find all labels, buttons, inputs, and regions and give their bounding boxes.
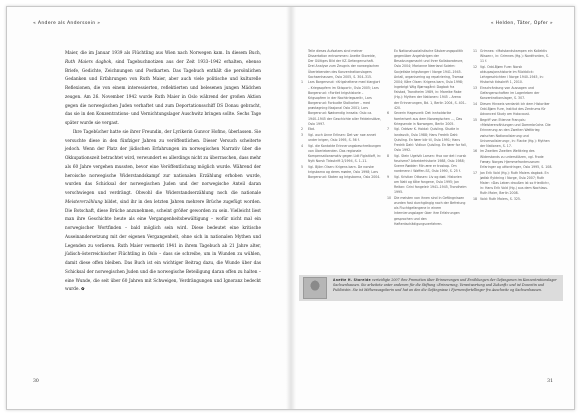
author-bio-description: verteidigte 2007 ihre Promotion über Erinnerungen und Erzählungen der Gefangenen im Konzentrationslager Sachsenhausen. Sie arbeitete unter anderem für die Stiftung «Erinnerung, Verantwortung und Zukunft» und ist Dozentin und Publizistin. Sie ist Mitherausgeberin und hat an den die Gefängnisse i Fjernensfortellinger fra Auschwitz og Sachsenhausen.	[333, 278, 557, 293]
endnote-number: 4	[301, 143, 304, 148]
endnote	[473, 118, 553, 149]
endnote-text: Grimnes: «Motstandskampen ein Kollektiv Wissen», in: Grimnes (Hg.): Nordfronten, S. 11 f.	[480, 49, 549, 64]
endnote-text: Ex Nationalsozialistische Säuberungspolitik gegenüber Angehörigen der Besatzungsmacht und ihrer Kollaborateure, Oslo 2004; Marianne Neerland Soleim: Sovjetiske krigsfanger i Norge 1941–1945. Antall, organisering og repatriering, Tromsø 2004; Kåre Olsen: Krigens barn, Oslo 1998; Ingebrigt Wiig Bjørnsgård: Dagbok fra Falstad, Trondheim 1989, in: Mareike Rake (Hg.): Mythen der Nationen: 1945 – Arena der Erinnerungen, Bd. 1, Berlin 2004, S. 401–420.	[394, 49, 467, 110]
endnote-number: 5	[301, 164, 304, 169]
right-page	[291, 7, 575, 409]
running-head-left: « Andere als Anderssein »	[33, 21, 101, 26]
main-body-text	[65, 49, 261, 294]
endnote	[473, 86, 553, 101]
endnote-text: Vgl. Odd-Bjørn Fure: Norsk okkupasjonshistorie im Rückblick: Lehrgeschichten i Norge 1940–1945, in: Historisk tidsskrift 1, 2010.	[480, 64, 544, 85]
endnote-text: Vgl. die Kontakte Erinnerungsbeschreibungen von Überlebenden. Das regionale Kompensationsmotiv gegen Lidt Figlaitloff, in: Nytt Norsk Tidsskrift 2/1994, S. 1–11.	[308, 143, 381, 164]
endnotes	[301, 49, 553, 279]
body-paragraph	[65, 49, 261, 128]
italic-title: Ruth Maiers dagbok	[65, 58, 112, 64]
endnote	[473, 171, 553, 197]
endnote	[473, 65, 553, 86]
endnotes-column-3	[473, 49, 553, 203]
endnote	[301, 133, 381, 143]
endnote-text: Lars Borgersrud: «Krigsheltene med klargjort – Kriegsopfern im Skisport», Oslo 2005; Lars Borgersrud: «Fortiet krigshistorie – Krigsopfern in der Nachkriegszeit», Lars Borgersrud: Forbudte Stolkarker – med prøvtagning Nasjonal Oslo 2001; Lars Borgersrud: Nødvendig innsats: Oslo ca. 1940–1945 der Geschichte aller Feldeinsätze, Oslo 1997.	[308, 80, 381, 126]
endnote	[473, 149, 553, 170]
endnote-text: Vgl. Björn Olsen: Krigens barn. De norske krigsbarna og deres mødre, Oslo 1998; Lars Borgersrud: Staten og krigsbarna, Oslo 2004.	[308, 164, 381, 180]
endnote	[301, 80, 381, 126]
author-bio-text	[333, 278, 558, 293]
text-run: In diesem Buch,	[223, 50, 261, 55]
endnote-text: Vgl. Oddvar K. Hoidal: Quisling. Studie in landssvik, Oslo 1988; Hans Fredrik Dahl: Quisling. En fører blir til, Oslo 1991; Hans Fredrik Dahl: Vidkun Quisling. En fører for fall, Oslo 1992.	[394, 127, 467, 152]
endnote-text: Jan Erik Vold (Hg.): Ruth Maiers dagbok. En jødisk flyktning i Norge, Oslo 2007; Ruth Maier: «Das Leben draußen ist so friedlich», in: Hans Erik Vold (Hg.) aus dem Nachlass. Ruth Maier, Berlin 2008.	[480, 170, 551, 196]
text-run: bildet, sind ihr in den letzten Jahren mehrere Brüche zugefügt worden. Die Botschaft, diese Brüche anzunehmen, scheint größer geworden zu sein. Vielleicht liest man ihre Geschichte heute als eine Vergangenheitsbewältigung – wofür nicht mal ein norwegischer Wortfinden – bald möglich sein wird. Diese bedeutet eine kritische Auseinandersetzung mit der eigenen Vergangenheit, ohne sich in nationalen Mythen und Legenden zu verlieren. Ruth Maier vermerkt 1941 in ihrem Tagebuch ab 21 Jahre alter, jüdisch-österreichischer Flüchtling in Oslo – dass sie schreibe, um in Wunden zu wühlen, damit diese offen bleiben. Das Buch ist ein wichtiger Beitrag dazu, die Wunde über das Schicksal der norwegischen Juden und die norwegische Beteiligung daran offen zu halten – eine Wunde, die seit über 60 Jahren mit Schweigen, Verdrängungen und Ignoranz bedeckt wurde.	[65, 198, 261, 292]
endnote-number: 18	[473, 196, 478, 201]
endnote	[387, 49, 467, 111]
endnotes-column-2	[387, 49, 467, 227]
author-bio-box	[299, 275, 563, 301]
endnote-number: 12	[473, 64, 478, 69]
endnote	[301, 144, 381, 165]
endnote-text: Severin Hagesveit: Det innholdsrike foerlerisert aus dem Norwegischen …, Das Kriegsende in Norwegen, Berlin 2005.	[394, 111, 463, 126]
text-run: Ihre Tagebücher hatte sie ihrer Freundin, der Lyrikerin Gunvor Hofmo, überlassen. Sie versuchte diese in den fünfziger Jahren zu veröffentlichen. Dieser Versuch scheiterte jedoch. Wenn der Platz der jüdischen Erfahrungen im norwegischen Narrativ über die Okkupationszeit betrachtet wird, verwundert es allerdings nicht zu überraschen, dass mehr als 60 Jahre vergehen mussten, bevor eine Veröffentlichung möglich wurde. Während der heroische norwegische Widerstandskampf zur nationalen Erzählung erhoben wurde, wurden das Schicksal der norwegischen Juden und der norwegische Anteil daran verschwiegen und verdrängt. Obwohl die Widerstandserzählung noch die nationale	[65, 128, 261, 195]
endnote-number: 3	[301, 133, 304, 137]
page-number-left: 30	[33, 379, 39, 384]
endnote	[387, 175, 467, 196]
endnote-text: Einschränkung von Aussagen und Gefangenschaften im Lagerleben der Konzentrationslager, S. 307.	[480, 86, 540, 101]
endnote-text: Vgl. auch Anne Eriksen: Det var noe annet under krigen, Oslo 1995, S. 56 f.	[308, 133, 376, 143]
endnote	[473, 102, 553, 117]
body-paragraph	[65, 128, 261, 294]
endnote-number: 15	[473, 118, 478, 123]
endnote	[387, 127, 467, 153]
book-spread	[6, 6, 575, 410]
author-photo	[303, 277, 327, 299]
endnote-number: 16	[473, 149, 478, 154]
endnote-number: 8	[387, 153, 390, 158]
endnote-number: 6	[387, 111, 390, 116]
endnotes-column-1	[301, 49, 381, 181]
endnote-number: 7	[387, 127, 390, 132]
endnote-number: 2	[301, 127, 304, 132]
endnote	[301, 165, 381, 180]
endnote	[387, 154, 467, 175]
text-run: , sind Tagebuchnotizen aus der Zeit 1933–1942 erhalten, ebenso Briefe, Gedichte, Zeichnungen und Postkarten. Das Tagebuch enthält die persönlichen Gedanken und Erfahrungen von Ruth Maier, aber auch viele politische und kulturelle Reflexionen, die von einem interessierten, reflektierten und belesenen jungen Mädchen zeugen. Am 26. November 1942 wurde Ruth Maier in Oslo während der großen Aktion gegen die norwegischen Juden verhaftet und zum Deportationsschiff DS Donau gebracht, das sie in den Konzentrations- und Vernichtungslager Auschwitz bringen sollte. Sechs Tage später wurde sie vergast.	[65, 58, 261, 125]
author-name: Anette H. Storeide	[333, 278, 371, 282]
endnote-text: Vold: Ruth Maiers, S. 325.	[480, 196, 521, 201]
running-head-right: « Helden, Täter, Opfer »	[490, 21, 553, 26]
endnote	[473, 197, 553, 202]
endnote	[473, 49, 553, 64]
endnote	[301, 127, 381, 132]
end-ornament: ✿	[81, 286, 85, 292]
endnote-text: Die meisten von ihnen sind in Gefängnissen wurden fast durchgängig nach der Befreiung als Fluchtgefangene in einem Internierungslager über ihre Erfahrungen gesprochen und den Haftentschädigungsverfahren.	[394, 195, 466, 226]
endnote-number: 13	[473, 86, 478, 91]
text-run: Maier, die im Januar 1939 als Flüchtling aus Wien nach Norwegen kam.	[65, 50, 224, 55]
endnote-text: Im Zweiten Zweiten Weltkrieg des Widerstands zu unterstützen, vgl. Frode Færøy: Norges Hjemmefrontmuseum: Erfaringer og utfordringer, Oslo 1995, S. 108.	[480, 149, 553, 169]
endnote-number: 11	[473, 49, 478, 53]
endnote-text: Teile dieses Aufsatzes sind meiner Dissertation entnommen: Anette Storeide, Der Gültiges Bild der KZ-Gefangenschaft. Drei Analyse zum Zeugnis der norwegischen Überlebenden des Konzentrationslagers Sachsenhausen, Oslo 2005, S. 304–315.	[308, 49, 380, 79]
endnote-text: Vgl. Kristian Ottosen: Liv og død. Historien om Natt og tåke fangene, Oslo 1995; Jon Reitan: Grini fangeleir 1941–1945, Trondheim 1995.	[394, 174, 467, 195]
endnote-text: Diesen Hinweis verdankt ich dem Historiker Odd-Bjørn Fure, Institut des Zentrums für Advanced Study am Holocaust.	[480, 102, 550, 117]
italic-title: Meistererzählung	[65, 198, 103, 204]
page-number-right: 31	[547, 379, 553, 384]
left-page	[7, 7, 291, 409]
endnote-number: 9	[387, 174, 390, 179]
endnote-text: Vgl. Stein Ugelvik Larsen: Hva var det i norsk fascisme? Arbeiderhistorie 1988, Oslo 1988; Sverre Rødder: Min ære er troskap. Om nordmenn i Waffen-SS, Oslo 1990, S. 25 f.	[394, 153, 467, 174]
endnote-number: 17	[473, 170, 478, 175]
endnote-text: Ebd.	[308, 127, 316, 132]
endnote	[387, 196, 467, 227]
endnote-text: Begriff von Etienne François: «Meistererzählungen und Dammbrüche. Die Erinnerung an den Zweiten Weltkrieg zwischen Nationalisierung und Universalisierung», in: Flacke (Hg.): Mythen der Nationen, S. 17.	[480, 118, 551, 148]
endnote-number: 10	[387, 195, 392, 200]
endnote	[301, 49, 381, 80]
endnote-number: 14	[473, 102, 478, 107]
endnote	[387, 111, 467, 126]
endnote-number: 1	[301, 80, 304, 85]
